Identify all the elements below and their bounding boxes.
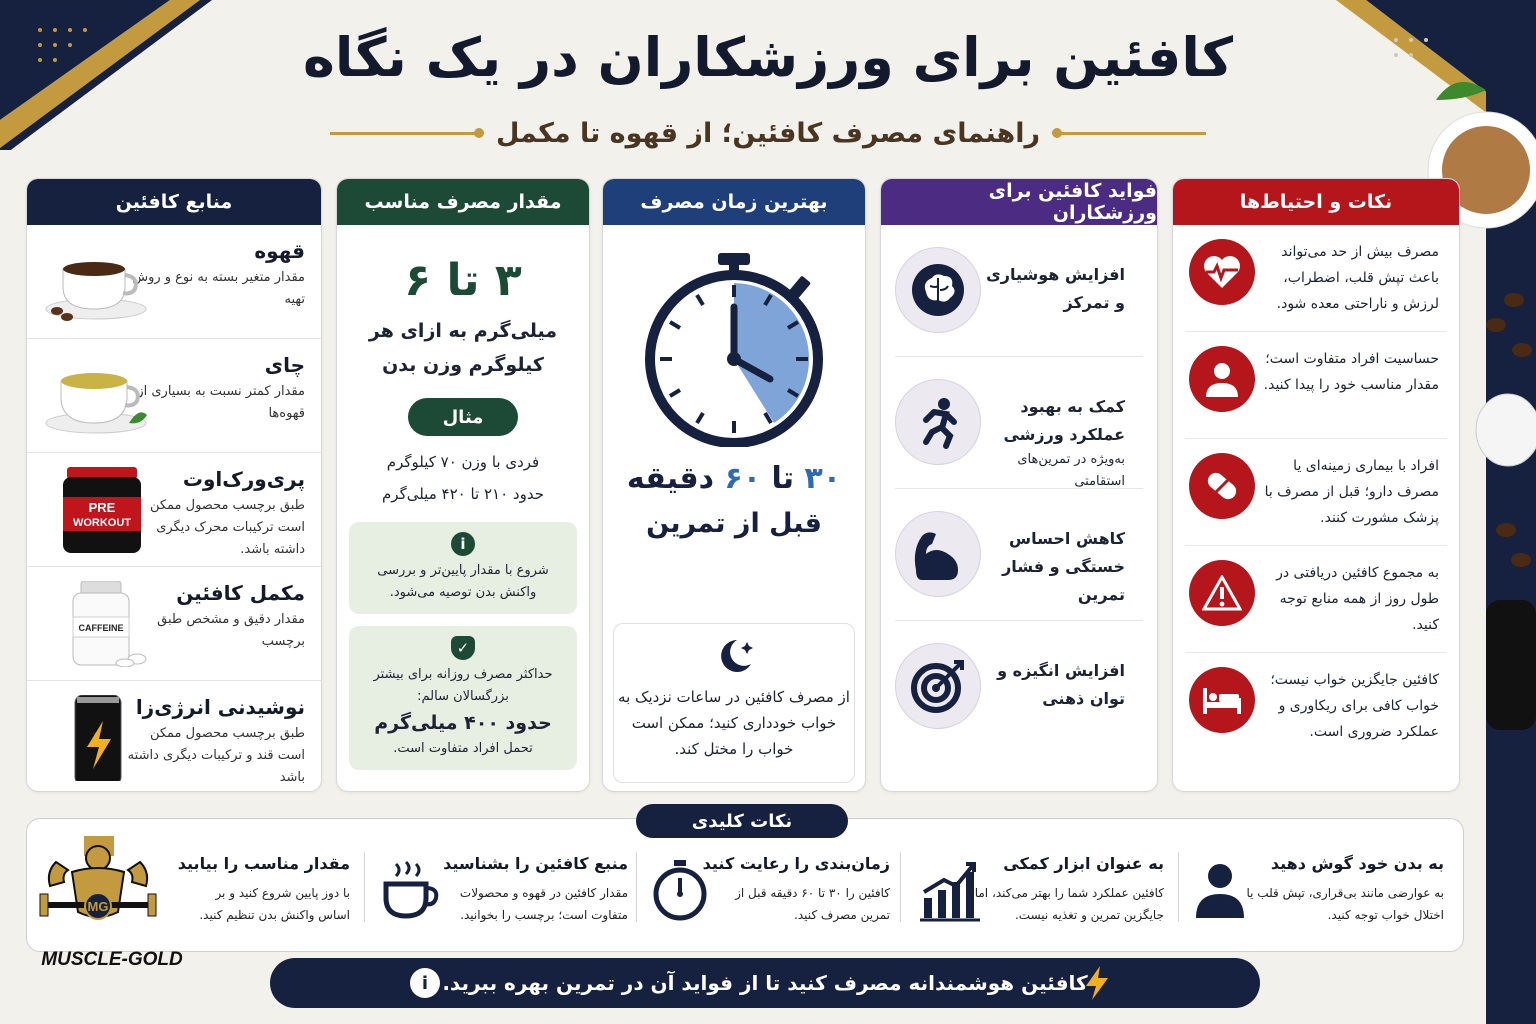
key-point-title: به عنوان ابزار کمکی bbox=[1003, 854, 1164, 873]
example-text bbox=[337, 446, 589, 510]
benefit-item bbox=[895, 621, 1143, 753]
benefit-title: کاهش احساس خستگی و فشار تمرین bbox=[1002, 529, 1125, 604]
hot-cup-icon bbox=[378, 858, 442, 922]
dose-header: مقدار مصرف مناسب bbox=[337, 179, 589, 225]
source-item bbox=[27, 225, 321, 339]
dose-column bbox=[336, 178, 590, 792]
sleep-warning bbox=[613, 623, 855, 783]
tip-text: افراد با بیماری زمینه‌ای یا مصرف دارو؛ قبل از مصرف با پزشک مشورت کنند. bbox=[1264, 458, 1439, 526]
benefit-title: افزایش هوشیاری و تمرکز bbox=[986, 265, 1125, 312]
key-point bbox=[1180, 854, 1444, 934]
source-name: قهوه bbox=[254, 239, 305, 263]
muscle-arm-icon bbox=[895, 511, 981, 597]
key-divider bbox=[900, 852, 901, 922]
example-line-1: فردی با وزن ۷۰ کیلوگرم bbox=[386, 453, 540, 471]
logo-wordmark: MUSCLE-GOLD bbox=[41, 949, 183, 970]
user-icon bbox=[1188, 858, 1252, 922]
key-point-title: مقدار مناسب را بیابید bbox=[177, 854, 350, 873]
start-low-note bbox=[349, 522, 577, 614]
pill-icon bbox=[1189, 453, 1255, 519]
key-point-title: به بدن خود گوش دهید bbox=[1270, 854, 1444, 873]
timing-column bbox=[602, 178, 866, 792]
preworkout-tub-icon bbox=[41, 467, 151, 553]
dose-range: ۳ تا ۶ bbox=[404, 255, 522, 306]
source-item bbox=[27, 453, 321, 567]
tips-header: نکات و احتیاط‌ها bbox=[1173, 179, 1459, 225]
benefit-title: کمک به بهبود عملکرد ورزشی bbox=[1003, 397, 1125, 444]
source-desc: مقدار کمتر نسبت به بسیاری از قهوه‌ها bbox=[137, 384, 305, 421]
benefit-item bbox=[895, 489, 1143, 621]
target-icon bbox=[895, 643, 981, 729]
tips-column bbox=[1172, 178, 1460, 792]
source-desc: طبق برچسب محصول ممکن است قند و ترکیبات دیگری داشته باشد bbox=[127, 726, 305, 785]
heart-rate-icon bbox=[1189, 239, 1255, 305]
key-divider bbox=[1178, 852, 1179, 922]
brain-icon bbox=[895, 247, 981, 333]
key-divider bbox=[636, 852, 637, 922]
timing-header: بهترین زمان مصرف bbox=[603, 179, 865, 225]
key-point bbox=[177, 854, 350, 934]
source-name: نوشیدنی انرژی‌زا bbox=[135, 695, 305, 719]
logo-monogram: MG bbox=[87, 899, 109, 914]
source-item bbox=[27, 567, 321, 681]
sleep-warning-text: از مصرف کافئین در ساعات نزدیک به خواب خودداری کنید؛ ممکن است خواب را مختل کند. bbox=[618, 688, 850, 758]
tip-item bbox=[1185, 653, 1447, 760]
tip-item bbox=[1185, 332, 1447, 439]
key-point bbox=[644, 854, 890, 934]
example-line-2: حدود ۲۱۰ تا ۴۲۰ میلی‌گرم bbox=[382, 485, 544, 503]
timing-mid: تا bbox=[761, 461, 805, 496]
source-name: مکمل کافئین bbox=[176, 581, 305, 605]
stopwatch-icon bbox=[648, 858, 712, 922]
key-point-text: به عوارضی مانند بی‌قراری، تپش قلب یا اختلال خواب توجه کنید. bbox=[1246, 886, 1444, 922]
source-desc: طبق برچسب محصول ممکن است ترکیبات محرک دیگری داشته باشد. bbox=[149, 498, 305, 557]
tip-text: کافئین جایگزین خواب نیست؛ خواب کافی برای ریکاوری و عملکرد ضروری است. bbox=[1270, 672, 1439, 740]
benefit-item bbox=[895, 357, 1143, 489]
lightning-icon bbox=[1084, 966, 1110, 1000]
key-divider bbox=[364, 852, 365, 922]
timing-start: ۳۰ bbox=[804, 461, 842, 496]
key-point bbox=[914, 854, 1164, 934]
tip-item bbox=[1185, 546, 1447, 653]
caffeine-bottle-icon bbox=[41, 581, 151, 667]
benefit-item bbox=[895, 225, 1143, 357]
key-point-text: مقدار کافئین در قهوه و محصولات متفاوت است؛ برچسب را بخوانید. bbox=[459, 886, 628, 922]
growth-chart-icon bbox=[918, 858, 982, 922]
max-dose-note bbox=[349, 626, 577, 770]
key-point-title: منبع کافئین را بشناسید bbox=[443, 854, 628, 873]
info-icon: i bbox=[410, 968, 440, 998]
benefits-column bbox=[880, 178, 1158, 792]
key-points-header: نکات کلیدی bbox=[636, 804, 848, 838]
info-icon: i bbox=[451, 532, 475, 556]
timing-range bbox=[603, 461, 865, 496]
timing-unit: دقیقه bbox=[626, 461, 725, 496]
sources-header: منابع کافئین bbox=[27, 179, 321, 225]
subtitle-divider-left bbox=[1056, 132, 1206, 135]
key-point-text: کافئین را ۳۰ تا ۶۰ دقیقه قبل از تمرین مصرف کنید. bbox=[735, 886, 890, 922]
tip-text: به مجموع کافئین دریافتی در طول روز از همه منابع توجه کنید. bbox=[1276, 565, 1439, 633]
running-icon bbox=[895, 379, 981, 465]
key-point-text: کافئین عملکرد شما را بهتر می‌کند، اما جایگزین تمرین و تغذیه نیست. bbox=[974, 886, 1164, 922]
timing-sub: قبل از تمرین bbox=[646, 508, 822, 539]
caffeine-bottle-label: CAFFEINE bbox=[78, 623, 124, 633]
preworkout-label-line2: WORKOUT bbox=[72, 517, 132, 529]
tolerance-text: تحمل افراد متفاوت است. bbox=[393, 741, 533, 756]
bed-icon bbox=[1189, 667, 1255, 733]
preworkout-label-line1: PRE bbox=[88, 500, 116, 515]
source-name: چای bbox=[264, 353, 305, 377]
subtitle-row bbox=[0, 118, 1536, 149]
muscle-gold-logo bbox=[26, 832, 204, 972]
page-title: کافئین برای ورزشکاران در یک نگاه bbox=[303, 26, 1233, 89]
benefits-header: فواید کافئین برای ورزشکاران bbox=[881, 179, 1157, 225]
person-icon bbox=[1189, 346, 1255, 412]
timing-end: ۶۰ bbox=[724, 461, 762, 496]
sources-column bbox=[26, 178, 322, 792]
footer-banner bbox=[270, 958, 1260, 1008]
page-subtitle: راهنمای مصرف کافئین؛ از قهوه تا مکمل bbox=[495, 118, 1041, 149]
subtitle-divider-right bbox=[330, 132, 480, 135]
start-low-text: شروع با مقدار پایین‌تر و بررسی واکنش بدن توصیه می‌شود. bbox=[377, 563, 549, 600]
key-point-text: با دوز پایین شروع کنید و بر اساس واکنش بدن تنظیم کنید. bbox=[199, 886, 350, 922]
coffee-cup-icon bbox=[41, 239, 151, 325]
tea-cup-icon bbox=[41, 353, 151, 439]
source-desc: مقدار دقیق و مشخص طبق برچسب bbox=[157, 612, 305, 649]
benefit-title: افزایش انگیزه و توان ذهنی bbox=[997, 661, 1125, 708]
stopwatch-icon bbox=[634, 247, 834, 447]
key-point-title: زمان‌بندی را رعایت کنید bbox=[702, 854, 890, 873]
source-desc: مقدار متغیر بسته به نوع و روش تهیه bbox=[132, 270, 305, 307]
energy-can-icon bbox=[41, 695, 151, 781]
source-name: پری‌ورک‌اوت bbox=[182, 467, 305, 491]
key-point bbox=[378, 854, 628, 934]
max-dose-text: حداکثر مصرف روزانه برای بیشتر بزرگسالان سالم: bbox=[373, 667, 553, 704]
example-badge: مثال bbox=[408, 398, 518, 436]
footer-text: کافئین هوشمندانه مصرف کنید تا از فواید آن در تمرین بهره ببرید. bbox=[442, 971, 1088, 995]
source-item bbox=[27, 681, 321, 792]
max-dose-value: حدود ۴۰۰ میلی‌گرم bbox=[374, 712, 552, 734]
moon-icon bbox=[711, 636, 757, 676]
shield-icon: ✓ bbox=[451, 636, 475, 660]
source-item bbox=[27, 339, 321, 453]
tip-item bbox=[1185, 225, 1447, 332]
tip-item bbox=[1185, 439, 1447, 546]
benefit-sub: به‌ویژه در تمرین‌های استقامتی bbox=[1017, 452, 1125, 489]
warning-icon bbox=[1189, 560, 1255, 626]
tip-text: حساسیت افراد متفاوت است؛ مقدار مناسب خود را پیدا کنید. bbox=[1263, 351, 1439, 393]
dose-unit: میلی‌گرم به ازای هر کیلوگرم وزن بدن bbox=[368, 320, 558, 376]
tip-text: مصرف بیش از حد می‌تواند باعث تپش قلب، اضطراب، لرزش و ناراحتی معده شود. bbox=[1276, 244, 1439, 312]
